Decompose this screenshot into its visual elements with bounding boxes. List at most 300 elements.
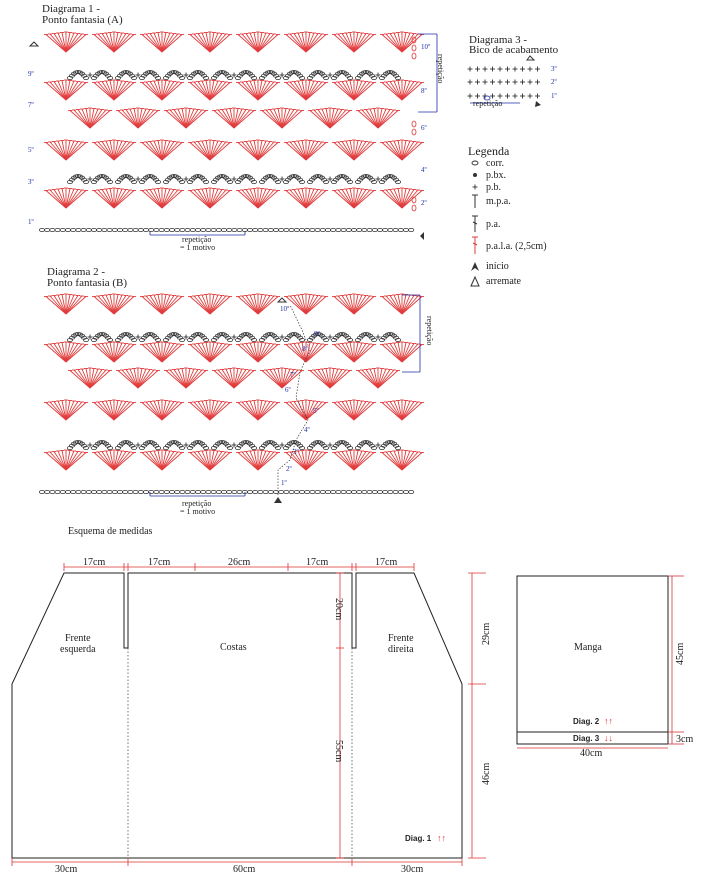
finish-arrow-icon [30,42,38,46]
legend-start: início [486,261,509,272]
d1-fan-stitch [354,190,370,208]
d1-edge-loop [412,205,416,211]
d1-fan-stitch [258,142,274,160]
d1-fan-stitch [202,33,210,52]
d1-fan-stitch [306,34,322,52]
d2-fan-stitch [386,296,402,314]
d1-fan-stitch [210,81,218,100]
d1-fan-stitch [378,109,386,128]
d1-fan-stitch [114,142,130,160]
d2-base-chain [409,490,414,493]
front-left-label: Frente esquerda [60,633,96,655]
d1-fan-stitch [322,109,330,128]
d2-fan-stitch [58,343,66,362]
diagram1-vertical-repeat: repetição [436,54,445,84]
d2-base-chain [50,490,55,493]
d1-fan-stitch [402,81,410,100]
d2-fan-stitch [50,402,66,420]
d1-fan-stitch [186,110,202,128]
d1-fan-stitch [370,109,378,128]
d2-fan-stitch [258,344,274,362]
d1-fan-stitch [330,109,338,128]
d1-fan-stitch [338,34,354,52]
legend-slip-stitch: p.bx. [486,170,506,181]
d2-fan-stitch [338,452,354,470]
d2-fan-stitch [114,401,122,420]
d2-fan-stitch [186,370,202,388]
d2-fan-stitch [210,343,218,362]
d2-fan-stitch [234,369,242,388]
d2-base-chain [128,490,133,493]
d2-base-chain [81,490,86,493]
d3-row-2: 2º [551,78,557,86]
d2-fan-stitch [66,451,74,470]
d1-fan-stitch [122,110,138,128]
d2-fan-stitch [154,451,162,470]
d2-fan-stitch [306,451,314,470]
d1-base-chain [201,228,206,231]
d1-fan-stitch [258,34,274,52]
d1-fan-stitch [50,190,66,208]
d1-base-chain [55,228,60,231]
d2-base-chain [377,490,382,493]
d1-base-chain [97,228,102,231]
d1-fan-stitch [106,189,114,208]
d2-fan-stitch [354,401,362,420]
d2-fan-stitch [290,402,306,420]
d2-fan-stitch [194,452,210,470]
d2-fan-stitch [258,401,266,420]
d2-base-chain [55,490,60,493]
d2-fan-stitch [354,343,362,362]
dim-side-46: 46cm [481,762,492,785]
d2-fan-stitch [138,370,154,388]
d1-edge-loop [412,53,416,59]
d1-row-6: 6º [421,124,427,132]
dim-top-back-center: 26cm [228,557,251,568]
d2-fan-stitch [298,451,306,470]
d1-fan-stitch [114,33,122,52]
d2-base-chain [216,490,221,493]
d1-base-chain [398,228,403,231]
d2-fan-stitch [354,452,370,470]
d2-fan-stitch [146,402,162,420]
d2-row-8: 8º [302,345,308,353]
d1-base-chain [299,228,304,231]
d1-base-chain [403,228,408,231]
d2-fan-stitch [90,369,98,388]
d1-base-chain [169,228,174,231]
dim-top-back-right: 17cm [306,557,329,568]
legend-half-double: m.p.a. [486,196,511,207]
d2-row-5: 5º [313,407,319,415]
d2-fan-stitch [114,295,122,314]
d1-fan-stitch [106,141,114,160]
d2-row-4: 4º [304,426,310,434]
d2-base-chain [60,490,65,493]
d1-fan-stitch [378,110,394,128]
d1-fan-stitch [234,110,250,128]
diagram2-vertical-repeat: repetição [425,316,434,346]
d1-fan-stitch [114,141,122,160]
d1-base-chain [71,228,76,231]
d2-fan-stitch [58,295,66,314]
d2-fan-stitch [66,402,82,420]
d1-edge-loop [412,45,416,51]
d1-fan-stitch [162,190,178,208]
d1-fan-stitch [362,110,378,128]
d2-fan-stitch [66,452,82,470]
d2-base-chain [357,490,362,493]
diag3-label: Diag. 3 [573,734,600,743]
d1-base-chain [294,228,299,231]
d1-fan-stitch [146,34,162,52]
d2-fan-stitch [394,295,402,314]
d2-base-chain [123,490,128,493]
d2-fan-stitch [58,401,66,420]
legend-finish: arremate [486,276,521,287]
d1-base-chain [117,228,122,231]
d2-fan-stitch [114,343,122,362]
d1-fan-stitch [346,81,354,100]
d2-fan-stitch [306,452,322,470]
d1-fan-stitch [202,189,210,208]
d1-fan-stitch [66,190,82,208]
d2-fan-stitch [354,451,362,470]
d2-fan-stitch [386,344,402,362]
d1-fan-stitch [106,33,114,52]
d1-fan-stitch [98,82,114,100]
d2-fan-stitch [210,295,218,314]
d1-base-chain [149,228,154,231]
d2-base-chain [117,490,122,493]
dim-body-55: 55cm [333,740,344,763]
d1-base-chain [273,228,278,231]
d1-fan-stitch [386,190,402,208]
d1-base-chain [247,228,252,231]
d1-fan-stitch [82,109,90,128]
d1-base-chain [159,228,164,231]
d1-base-chain [383,228,388,231]
d1-base-chain [39,228,44,231]
d1-fan-stitch [298,141,306,160]
d2-row-3: 3º [293,448,299,456]
finish-arrow-icon [278,298,286,302]
d1-base-chain [315,228,320,231]
d1-fan-stitch [274,109,282,128]
sleeve-label: Manga [574,642,602,653]
dim-sleeve-40: 40cm [580,748,603,759]
d2-fan-stitch [202,295,210,314]
d2-fan-stitch [106,295,114,314]
d2-fan-stitch [194,402,210,420]
d1-row-3: 3º [28,178,34,186]
d1-fan-stitch [298,33,306,52]
d1-fan-stitch [194,190,210,208]
d2-fan-stitch [74,370,90,388]
d2-fan-stitch [114,402,130,420]
d2-fan-stitch [258,295,266,314]
dim-sleeve-45: 45cm [675,642,686,665]
d1-fan-stitch [170,110,186,128]
d2-fan-stitch [194,344,210,362]
d1-base-chain [310,228,315,231]
d1-fan-stitch [98,142,114,160]
d1-fan-stitch [402,82,418,100]
diagram3-subtitle: Bico de acabamento [469,44,559,56]
d2-base-chain [149,490,154,493]
d2-base-chain [279,490,284,493]
d2-fan-stitch [362,370,378,388]
back-label: Costas [220,642,247,653]
d2-fan-stitch [162,452,178,470]
d1-fan-stitch [186,109,194,128]
d2-fan-stitch [162,344,178,362]
d2-row-7: 7º [290,371,296,379]
d1-base-chain [65,228,70,231]
d1-fan-stitch [154,33,162,52]
d1-fan-stitch [354,33,362,52]
d1-base-chain [60,228,65,231]
d2-fan-stitch [402,344,418,362]
d1-base-chain [195,228,200,231]
d2-base-chain [299,490,304,493]
diagram1-repeat-label: repetição [182,235,212,244]
d2-fan-stitch [98,344,114,362]
d2-base-chain [232,490,237,493]
d2-base-chain [143,490,148,493]
d1-fan-stitch [290,142,306,160]
start-arrow-icon [274,497,282,503]
d2-base-chain [367,490,372,493]
d1-fan-stitch [290,190,306,208]
d1-fan-stitch [394,33,402,52]
d1-base-chain [388,228,393,231]
d2-row-2: 2º [286,465,292,473]
d1-fan-stitch [66,82,82,100]
d2-fan-stitch [146,452,162,470]
d1-fan-stitch [242,142,258,160]
d1-base-chain [357,228,362,231]
d2-fan-stitch [346,401,354,420]
d1-row-5: 5º [28,146,34,154]
d1-base-chain [76,228,81,231]
d1-fan-stitch [354,189,362,208]
d1-fan-stitch [354,82,370,100]
d1-fan-stitch [154,189,162,208]
d1-base-chain [237,228,242,231]
start-arrow-icon [420,232,424,240]
d1-fan-stitch [314,110,330,128]
d2-fan-stitch [106,401,114,420]
d1-fan-stitch [154,81,162,100]
d1-fan-stitch [282,110,298,128]
d1-fan-stitch [202,81,210,100]
d2-base-chain [97,490,102,493]
d2-fan-stitch [66,296,82,314]
dim-top-front-left: 17cm [83,557,106,568]
d2-fan-stitch [258,452,274,470]
d2-base-chain [159,490,164,493]
d2-fan-stitch [154,343,162,362]
d1-fan-stitch [50,34,66,52]
d1-base-chain [45,228,50,231]
d1-row-9: 9º [28,70,34,78]
d1-fan-stitch [98,34,114,52]
d3-row-1: 1º [551,92,557,100]
d2-fan-stitch [66,295,74,314]
d1-base-chain [123,228,128,231]
d1-fan-stitch [290,34,306,52]
d1-base-chain [128,228,133,231]
d2-fan-stitch [114,296,130,314]
d1-fan-stitch [258,82,274,100]
d1-row-4: 4º [421,166,427,174]
d2-fan-stitch [234,370,250,388]
d1-row-1: 1º [28,218,34,226]
d2-fan-stitch [354,295,362,314]
d2-fan-stitch [258,451,266,470]
d1-fan-stitch [50,142,66,160]
d1-fan-stitch [266,110,282,128]
d2-fan-stitch [250,401,258,420]
d2-row-6: 6º [285,386,291,394]
d1-fan-stitch [306,141,314,160]
d2-base-chain [45,490,50,493]
d1-fan-stitch [106,81,114,100]
d2-fan-stitch [66,344,82,362]
d2-fan-stitch [306,295,314,314]
d2-fan-stitch [194,296,210,314]
d2-base-chain [398,490,403,493]
d1-fan-stitch [178,109,186,128]
d2-fan-stitch [146,344,162,362]
d1-fan-stitch [242,190,258,208]
d2-fan-stitch [242,296,258,314]
diag1-arrows: ↑↑ [437,833,446,843]
d2-fan-stitch [210,402,226,420]
slip-stitch-icon [473,173,477,177]
d1-row-8: 8º [421,87,427,95]
d2-fan-stitch [274,369,282,388]
d1-base-chain [409,228,414,231]
d1-base-chain [320,228,325,231]
d1-fan-stitch [298,189,306,208]
d2-base-chain [169,490,174,493]
d2-base-chain [388,490,393,493]
d1-base-chain [216,228,221,231]
diag2-label: Diag. 2 [573,717,600,726]
d2-fan-stitch [242,344,258,362]
d1-fan-stitch [306,81,314,100]
d2-fan-stitch [66,401,74,420]
d2-fan-stitch [90,370,106,388]
d1-fan-stitch [66,141,74,160]
d2-base-chain [237,490,242,493]
d1-fan-stitch [210,189,218,208]
d2-base-chain [247,490,252,493]
d1-fan-stitch [242,82,258,100]
d2-fan-stitch [162,343,170,362]
d1-fan-stitch [258,189,266,208]
d1-fan-stitch [98,190,114,208]
d1-base-chain [253,228,258,231]
d2-fan-stitch [402,451,410,470]
d2-base-chain [383,490,388,493]
d2-fan-stitch [370,369,378,388]
d2-base-chain [258,490,263,493]
d2-fan-stitch [394,401,402,420]
d1-fan-stitch [258,190,274,208]
d1-fan-stitch [146,190,162,208]
d2-fan-stitch [162,296,178,314]
d2-fan-stitch [178,369,186,388]
d2-fan-stitch [210,296,226,314]
d1-fan-stitch [346,141,354,160]
d2-base-chain [320,490,325,493]
d2-fan-stitch [306,296,322,314]
d1-fan-stitch [194,142,210,160]
d1-fan-stitch [130,109,138,128]
d1-base-chain [351,228,356,231]
d2-base-chain [102,490,107,493]
d2-base-chain [138,490,143,493]
d1-base-chain [102,228,107,231]
d1-base-chain [325,228,330,231]
d1-fan-stitch [258,81,266,100]
d1-base-chain [393,228,398,231]
d1-fan-stitch [162,189,170,208]
d2-fan-stitch [154,401,162,420]
legend-title: Legenda [468,144,510,158]
d1-fan-stitch [202,141,210,160]
d1-fan-stitch [66,189,74,208]
d1-fan-stitch [306,189,314,208]
d2-fan-stitch [266,370,282,388]
legend-long-double: p.a.l.a. (2,5cm) [486,241,547,252]
diagram3-title: Diagrama 3 - [469,34,528,46]
d2-fan-stitch [354,296,370,314]
d1-base-chain [268,228,273,231]
d1-base-chain [206,228,211,231]
d1-base-chain [143,228,148,231]
d1-fan-stitch [402,142,418,160]
d1-fan-stitch [250,189,258,208]
d1-fan-stitch [250,33,258,52]
diagram1-title: Diagrama 1 - [42,3,101,15]
d1-fan-stitch [114,189,122,208]
d2-row-9: 9º [314,330,320,338]
d2-fan-stitch [226,369,234,388]
d1-base-chain [377,228,382,231]
d2-row-10: 10º [280,305,290,313]
d2-fan-stitch [98,296,114,314]
d1-fan-stitch [402,33,410,52]
d2-base-chain [351,490,356,493]
d2-fan-stitch [202,451,210,470]
d2-fan-stitch [58,451,66,470]
diag3-arrows: ↓↓ [604,733,613,743]
diagram3-repeat-label: repetição [473,99,503,108]
d2-base-chain [289,490,294,493]
d2-fan-stitch [146,296,162,314]
d1-fan-stitch [138,110,154,128]
d1-base-chain [341,228,346,231]
legend-single-crochet: p.b. [486,182,501,193]
d2-fan-stitch [402,295,410,314]
d2-fan-stitch [322,369,330,388]
d2-base-chain [403,490,408,493]
